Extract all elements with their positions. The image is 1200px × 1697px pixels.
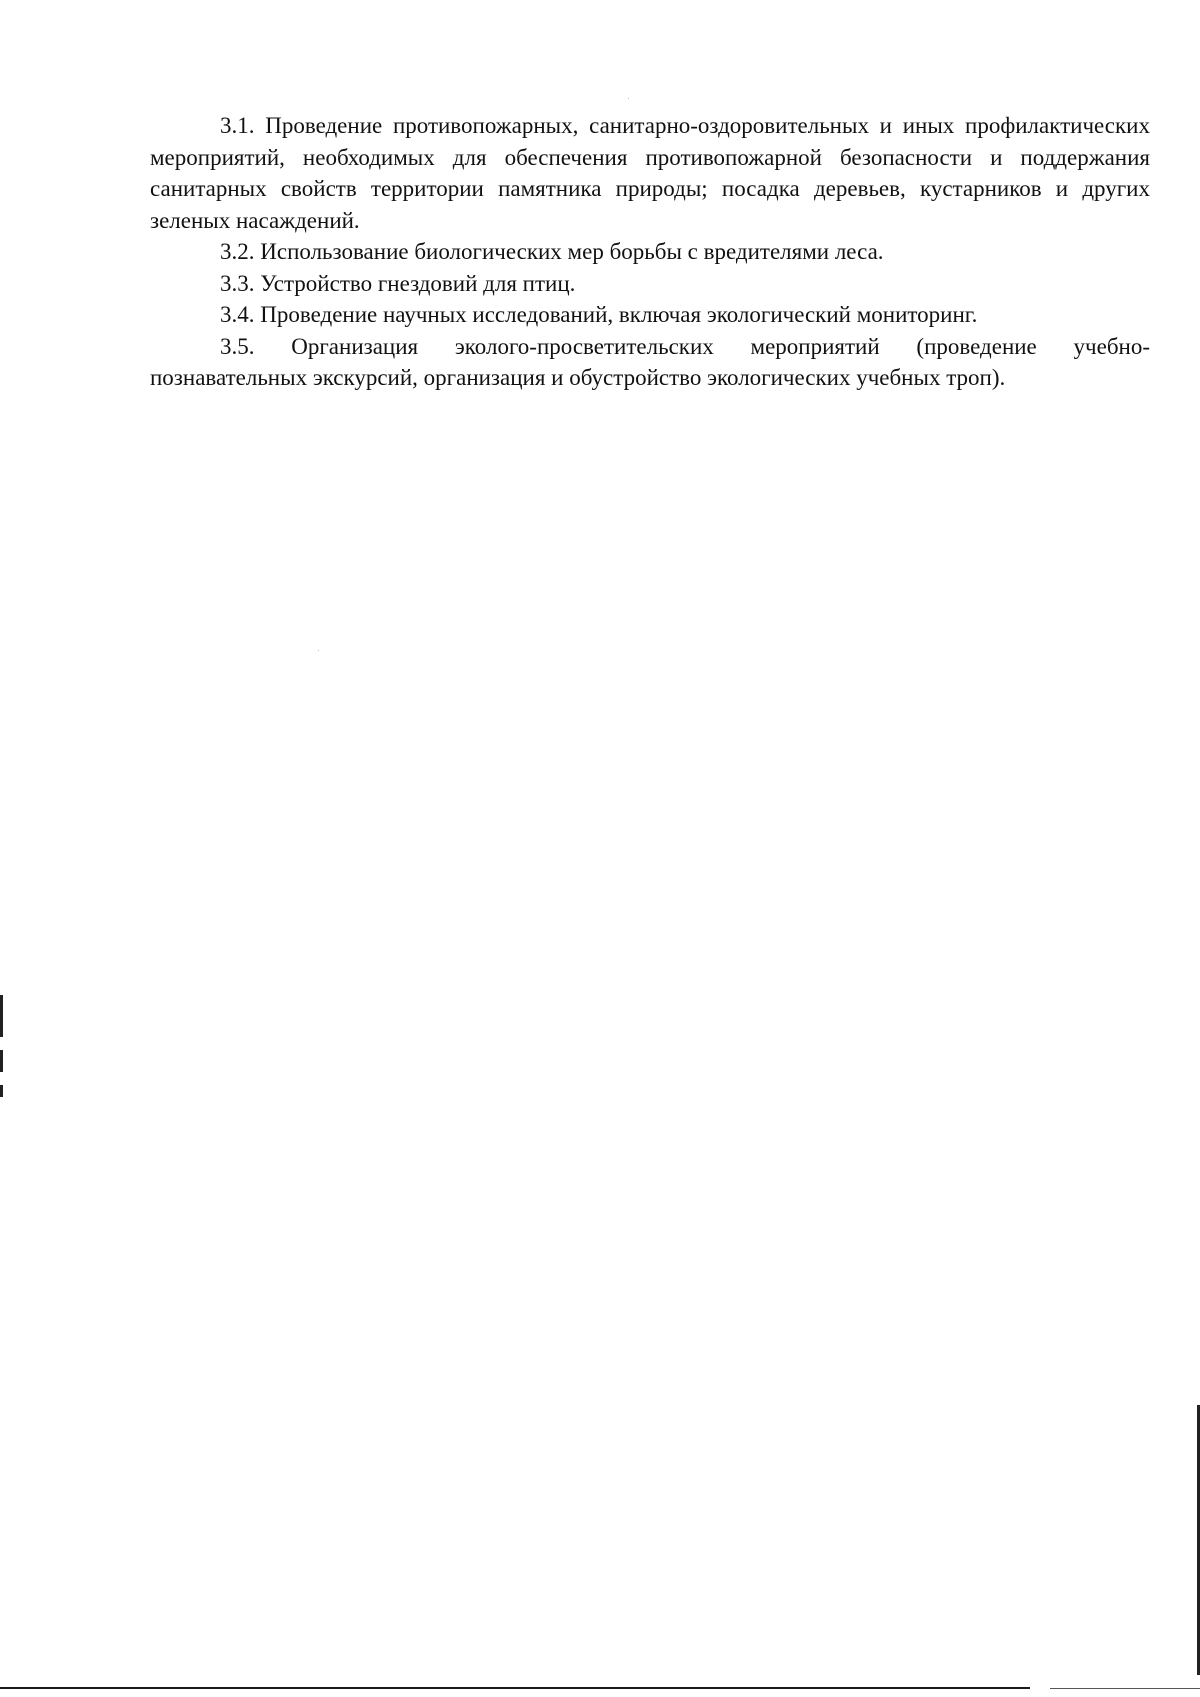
scan-bottom-line bbox=[0, 1687, 1030, 1689]
scan-edge-mark bbox=[0, 1085, 3, 1097]
scan-speck bbox=[318, 650, 319, 651]
document-body bbox=[150, 110, 1150, 394]
paragraph-3-5: 3.5. Организация эколого-просветительских мероприятий (проведение учебно-познавательных экскурсий, организация и обустройство экологических учебных троп). bbox=[150, 333, 1150, 390]
scan-speck bbox=[628, 98, 629, 99]
paragraph-3-3: 3.3. Устройство гнездовий для птиц. bbox=[220, 270, 576, 296]
paragraph-3-4: 3.4. Проведение научных исследований, включая экологический мониторинг. bbox=[220, 302, 978, 327]
paragraph-3-2: 3.2. Использование биологических мер борьбы с вредителями леса. bbox=[220, 239, 884, 264]
scan-edge-mark bbox=[0, 1050, 3, 1072]
scan-bottom-line bbox=[1050, 1688, 1200, 1689]
scan-edge-mark bbox=[0, 995, 3, 1037]
paragraph-3-1: 3.1. Проведение противопожарных, санитарно-оздоровительных и иных профилактических мероприятий, необходимых для обеспечения противопожарной безопасности и поддержания санитарных свойств территории памятника природы; посадка деревьев, кустарников и других зеленых насаждений. bbox=[150, 113, 1150, 233]
